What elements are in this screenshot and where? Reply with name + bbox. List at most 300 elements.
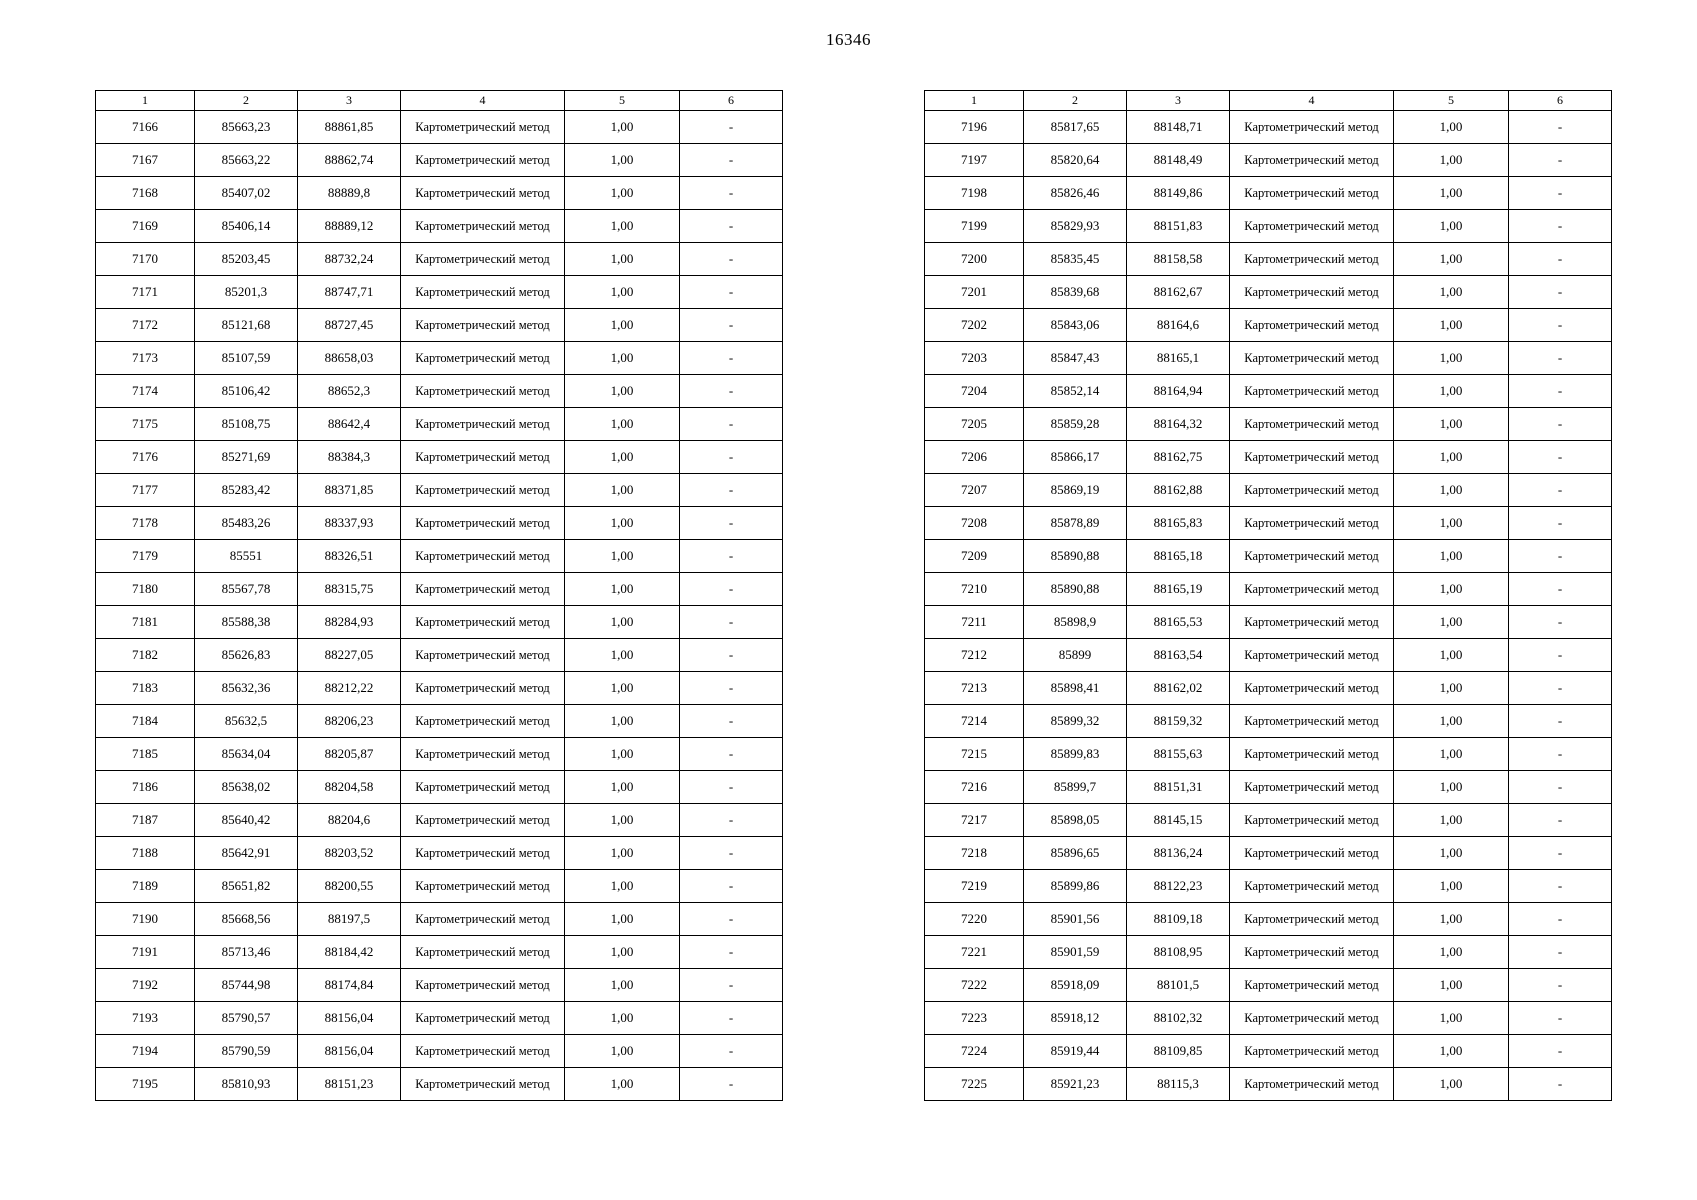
- table-row: [96, 276, 783, 309]
- x-coordinate-cell: 85663,22: [195, 144, 298, 177]
- point-number-cell: 7174: [96, 375, 195, 408]
- y-coordinate-cell: 88227,05: [298, 639, 401, 672]
- table-row: [96, 111, 783, 144]
- point-number-cell: 7204: [925, 375, 1024, 408]
- y-coordinate-cell: 88115,3: [1127, 1068, 1230, 1101]
- x-coordinate-cell: 85632,5: [195, 705, 298, 738]
- table-header-row: [925, 91, 1612, 111]
- point-number-cell: 7220: [925, 903, 1024, 936]
- method-cell: Картометрический метод: [1230, 672, 1394, 705]
- description-cell: -: [1509, 144, 1612, 177]
- y-coordinate-cell: 88108,95: [1127, 936, 1230, 969]
- x-coordinate-cell: 85898,41: [1024, 672, 1127, 705]
- column-header: 6: [1509, 91, 1612, 111]
- table-row: [96, 408, 783, 441]
- point-number-cell: 7188: [96, 837, 195, 870]
- x-coordinate-cell: 85918,12: [1024, 1002, 1127, 1035]
- column-header: 3: [1127, 91, 1230, 111]
- description-cell: -: [680, 771, 783, 804]
- x-coordinate-cell: 85790,59: [195, 1035, 298, 1068]
- x-coordinate-cell: 85898,05: [1024, 804, 1127, 837]
- accuracy-cell: 1,00: [1394, 639, 1509, 672]
- table-row: [925, 837, 1612, 870]
- description-cell: -: [680, 903, 783, 936]
- description-cell: -: [680, 1035, 783, 1068]
- point-number-cell: 7166: [96, 111, 195, 144]
- description-cell: -: [680, 177, 783, 210]
- accuracy-cell: 1,00: [565, 837, 680, 870]
- description-cell: -: [1509, 441, 1612, 474]
- accuracy-cell: 1,00: [565, 243, 680, 276]
- description-cell: -: [1509, 870, 1612, 903]
- x-coordinate-cell: 85121,68: [195, 309, 298, 342]
- y-coordinate-cell: 88862,74: [298, 144, 401, 177]
- accuracy-cell: 1,00: [1394, 177, 1509, 210]
- y-coordinate-cell: 88652,3: [298, 375, 401, 408]
- x-coordinate-cell: 85642,91: [195, 837, 298, 870]
- table-row: [925, 243, 1612, 276]
- table-row: [96, 837, 783, 870]
- point-number-cell: 7216: [925, 771, 1024, 804]
- y-coordinate-cell: 88200,55: [298, 870, 401, 903]
- point-number-cell: 7179: [96, 540, 195, 573]
- method-cell: Картометрический метод: [1230, 870, 1394, 903]
- y-coordinate-cell: 88162,67: [1127, 276, 1230, 309]
- table-row: [925, 903, 1612, 936]
- description-cell: -: [1509, 1002, 1612, 1035]
- table-row: [925, 507, 1612, 540]
- description-cell: -: [680, 408, 783, 441]
- accuracy-cell: 1,00: [565, 672, 680, 705]
- x-coordinate-cell: 85283,42: [195, 474, 298, 507]
- point-number-cell: 7171: [96, 276, 195, 309]
- y-coordinate-cell: 88156,04: [298, 1035, 401, 1068]
- accuracy-cell: 1,00: [1394, 837, 1509, 870]
- accuracy-cell: 1,00: [565, 936, 680, 969]
- table-row: [925, 441, 1612, 474]
- method-cell: Картометрический метод: [1230, 705, 1394, 738]
- point-number-cell: 7191: [96, 936, 195, 969]
- point-number-cell: 7192: [96, 969, 195, 1002]
- y-coordinate-cell: 88165,18: [1127, 540, 1230, 573]
- table-row: [96, 1002, 783, 1035]
- table-row: [925, 342, 1612, 375]
- page-number: 16346: [826, 30, 871, 49]
- x-coordinate-cell: 85899,83: [1024, 738, 1127, 771]
- point-number-cell: 7173: [96, 342, 195, 375]
- table-row: [925, 111, 1612, 144]
- method-cell: Картометрический метод: [401, 771, 565, 804]
- description-cell: -: [680, 243, 783, 276]
- table-row: [96, 243, 783, 276]
- table-row: [96, 342, 783, 375]
- point-number-cell: 7205: [925, 408, 1024, 441]
- accuracy-cell: 1,00: [1394, 1035, 1509, 1068]
- method-cell: Картометрический метод: [401, 804, 565, 837]
- method-cell: Картометрический метод: [401, 243, 565, 276]
- accuracy-cell: 1,00: [565, 441, 680, 474]
- table-row: [925, 540, 1612, 573]
- accuracy-cell: 1,00: [565, 1068, 680, 1101]
- x-coordinate-cell: 85826,46: [1024, 177, 1127, 210]
- y-coordinate-cell: 88727,45: [298, 309, 401, 342]
- accuracy-cell: 1,00: [565, 540, 680, 573]
- x-coordinate-cell: 85852,14: [1024, 375, 1127, 408]
- accuracy-cell: 1,00: [1394, 144, 1509, 177]
- description-cell: -: [1509, 903, 1612, 936]
- y-coordinate-cell: 88212,22: [298, 672, 401, 705]
- point-number-cell: 7200: [925, 243, 1024, 276]
- description-cell: -: [1509, 309, 1612, 342]
- accuracy-cell: 1,00: [565, 507, 680, 540]
- description-cell: -: [680, 606, 783, 639]
- point-number-cell: 7181: [96, 606, 195, 639]
- y-coordinate-cell: 88151,31: [1127, 771, 1230, 804]
- point-number-cell: 7197: [925, 144, 1024, 177]
- x-coordinate-cell: 85919,44: [1024, 1035, 1127, 1068]
- method-cell: Картометрический метод: [1230, 1068, 1394, 1101]
- method-cell: Картометрический метод: [1230, 837, 1394, 870]
- y-coordinate-cell: 88732,24: [298, 243, 401, 276]
- x-coordinate-cell: 85901,56: [1024, 903, 1127, 936]
- table-row: [96, 738, 783, 771]
- table-row: [96, 672, 783, 705]
- method-cell: Картометрический метод: [401, 276, 565, 309]
- accuracy-cell: 1,00: [1394, 969, 1509, 1002]
- accuracy-cell: 1,00: [1394, 606, 1509, 639]
- x-coordinate-cell: 85847,43: [1024, 342, 1127, 375]
- accuracy-cell: 1,00: [565, 705, 680, 738]
- method-cell: Картометрический метод: [1230, 606, 1394, 639]
- table-row: [925, 936, 1612, 969]
- point-number-cell: 7207: [925, 474, 1024, 507]
- y-coordinate-cell: 88384,3: [298, 441, 401, 474]
- x-coordinate-cell: 85567,78: [195, 573, 298, 606]
- method-cell: Картометрический метод: [1230, 309, 1394, 342]
- table-row: [96, 1035, 783, 1068]
- x-coordinate-cell: 85890,88: [1024, 573, 1127, 606]
- description-cell: -: [680, 1068, 783, 1101]
- method-cell: Картометрический метод: [401, 540, 565, 573]
- description-cell: -: [1509, 243, 1612, 276]
- point-number-cell: 7219: [925, 870, 1024, 903]
- method-cell: Картометрический метод: [1230, 1002, 1394, 1035]
- point-number-cell: 7168: [96, 177, 195, 210]
- y-coordinate-cell: 88122,23: [1127, 870, 1230, 903]
- accuracy-cell: 1,00: [1394, 1068, 1509, 1101]
- x-coordinate-cell: 85626,83: [195, 639, 298, 672]
- method-cell: Картометрический метод: [1230, 276, 1394, 309]
- table-row: [96, 507, 783, 540]
- point-number-cell: 7182: [96, 639, 195, 672]
- method-cell: Картометрический метод: [1230, 507, 1394, 540]
- method-cell: Картометрический метод: [401, 903, 565, 936]
- description-cell: -: [680, 837, 783, 870]
- description-cell: -: [680, 672, 783, 705]
- method-cell: Картометрический метод: [401, 309, 565, 342]
- description-cell: -: [1509, 507, 1612, 540]
- method-cell: Картометрический метод: [1230, 441, 1394, 474]
- point-number-cell: 7212: [925, 639, 1024, 672]
- method-cell: Картометрический метод: [1230, 375, 1394, 408]
- y-coordinate-cell: 88184,42: [298, 936, 401, 969]
- table-row: [96, 441, 783, 474]
- description-cell: -: [680, 375, 783, 408]
- accuracy-cell: 1,00: [1394, 540, 1509, 573]
- description-cell: -: [1509, 540, 1612, 573]
- y-coordinate-cell: 88205,87: [298, 738, 401, 771]
- method-cell: Картометрический метод: [401, 837, 565, 870]
- point-number-cell: 7180: [96, 573, 195, 606]
- accuracy-cell: 1,00: [565, 177, 680, 210]
- table-row: [96, 870, 783, 903]
- method-cell: Картометрический метод: [401, 474, 565, 507]
- y-coordinate-cell: 88337,93: [298, 507, 401, 540]
- description-cell: -: [1509, 1068, 1612, 1101]
- x-coordinate-cell: 85899,86: [1024, 870, 1127, 903]
- description-cell: -: [1509, 672, 1612, 705]
- y-coordinate-cell: 88145,15: [1127, 804, 1230, 837]
- accuracy-cell: 1,00: [565, 771, 680, 804]
- description-cell: -: [1509, 111, 1612, 144]
- x-coordinate-cell: 85835,45: [1024, 243, 1127, 276]
- description-cell: -: [1509, 705, 1612, 738]
- x-coordinate-cell: 85203,45: [195, 243, 298, 276]
- accuracy-cell: 1,00: [1394, 804, 1509, 837]
- column-header: 5: [1394, 91, 1509, 111]
- y-coordinate-cell: 88162,88: [1127, 474, 1230, 507]
- method-cell: Картометрический метод: [401, 969, 565, 1002]
- description-cell: -: [680, 507, 783, 540]
- description-cell: -: [1509, 375, 1612, 408]
- x-coordinate-cell: 85890,88: [1024, 540, 1127, 573]
- x-coordinate-cell: 85651,82: [195, 870, 298, 903]
- description-cell: -: [680, 111, 783, 144]
- accuracy-cell: 1,00: [565, 606, 680, 639]
- description-cell: -: [1509, 210, 1612, 243]
- x-coordinate-cell: 85271,69: [195, 441, 298, 474]
- table-row: [925, 705, 1612, 738]
- accuracy-cell: 1,00: [1394, 342, 1509, 375]
- accuracy-cell: 1,00: [1394, 441, 1509, 474]
- description-cell: -: [1509, 276, 1612, 309]
- point-number-cell: 7170: [96, 243, 195, 276]
- y-coordinate-cell: 88165,1: [1127, 342, 1230, 375]
- x-coordinate-cell: 85406,14: [195, 210, 298, 243]
- x-coordinate-cell: 85896,65: [1024, 837, 1127, 870]
- table-row: [96, 177, 783, 210]
- method-cell: Картометрический метод: [401, 1002, 565, 1035]
- method-cell: Картометрический метод: [401, 705, 565, 738]
- point-number-cell: 7183: [96, 672, 195, 705]
- description-cell: -: [680, 870, 783, 903]
- method-cell: Картометрический метод: [401, 507, 565, 540]
- x-coordinate-cell: 85663,23: [195, 111, 298, 144]
- table-row: [925, 210, 1612, 243]
- point-number-cell: 7193: [96, 1002, 195, 1035]
- accuracy-cell: 1,00: [1394, 573, 1509, 606]
- point-number-cell: 7213: [925, 672, 1024, 705]
- point-number-cell: 7215: [925, 738, 1024, 771]
- description-cell: -: [680, 210, 783, 243]
- table-row: [96, 540, 783, 573]
- description-cell: -: [680, 276, 783, 309]
- y-coordinate-cell: 88658,03: [298, 342, 401, 375]
- point-number-cell: 7225: [925, 1068, 1024, 1101]
- point-number-cell: 7195: [96, 1068, 195, 1101]
- method-cell: Картометрический метод: [1230, 639, 1394, 672]
- column-header: 5: [565, 91, 680, 111]
- x-coordinate-cell: 85638,02: [195, 771, 298, 804]
- y-coordinate-cell: 88204,6: [298, 804, 401, 837]
- x-coordinate-cell: 85899: [1024, 639, 1127, 672]
- point-number-cell: 7185: [96, 738, 195, 771]
- description-cell: -: [680, 309, 783, 342]
- y-coordinate-cell: 88165,83: [1127, 507, 1230, 540]
- description-cell: -: [1509, 408, 1612, 441]
- y-coordinate-cell: 88148,49: [1127, 144, 1230, 177]
- y-coordinate-cell: 88162,75: [1127, 441, 1230, 474]
- table-row: [96, 573, 783, 606]
- method-cell: Картометрический метод: [1230, 1035, 1394, 1068]
- x-coordinate-cell: 85551: [195, 540, 298, 573]
- method-cell: Картометрический метод: [1230, 144, 1394, 177]
- column-header: 4: [1230, 91, 1394, 111]
- y-coordinate-cell: 88315,75: [298, 573, 401, 606]
- accuracy-cell: 1,00: [1394, 936, 1509, 969]
- method-cell: Картометрический метод: [401, 639, 565, 672]
- description-cell: -: [1509, 804, 1612, 837]
- table-row: [96, 309, 783, 342]
- table-row: [925, 870, 1612, 903]
- accuracy-cell: 1,00: [1394, 903, 1509, 936]
- x-coordinate-cell: 85817,65: [1024, 111, 1127, 144]
- x-coordinate-cell: 85918,09: [1024, 969, 1127, 1002]
- point-number-cell: 7196: [925, 111, 1024, 144]
- column-header: 2: [1024, 91, 1127, 111]
- method-cell: Картометрический метод: [1230, 177, 1394, 210]
- x-coordinate-cell: 85106,42: [195, 375, 298, 408]
- table-row: [925, 969, 1612, 1002]
- method-cell: Картометрический метод: [401, 111, 565, 144]
- method-cell: Картометрический метод: [401, 177, 565, 210]
- column-header: 1: [96, 91, 195, 111]
- x-coordinate-cell: 85107,59: [195, 342, 298, 375]
- point-number-cell: 7178: [96, 507, 195, 540]
- accuracy-cell: 1,00: [1394, 870, 1509, 903]
- method-cell: Картометрический метод: [401, 606, 565, 639]
- table-row: [925, 771, 1612, 804]
- point-number-cell: 7169: [96, 210, 195, 243]
- accuracy-cell: 1,00: [565, 309, 680, 342]
- y-coordinate-cell: 88889,12: [298, 210, 401, 243]
- description-cell: -: [680, 705, 783, 738]
- table-row: [925, 573, 1612, 606]
- table-row: [925, 177, 1612, 210]
- description-cell: -: [680, 639, 783, 672]
- y-coordinate-cell: 88747,71: [298, 276, 401, 309]
- y-coordinate-cell: 88642,4: [298, 408, 401, 441]
- description-cell: -: [1509, 573, 1612, 606]
- description-cell: -: [680, 573, 783, 606]
- x-coordinate-cell: 85899,7: [1024, 771, 1127, 804]
- y-coordinate-cell: 88162,02: [1127, 672, 1230, 705]
- y-coordinate-cell: 88136,24: [1127, 837, 1230, 870]
- table-row: [96, 903, 783, 936]
- accuracy-cell: 1,00: [1394, 672, 1509, 705]
- column-header: 6: [680, 91, 783, 111]
- description-cell: -: [680, 738, 783, 771]
- y-coordinate-cell: 88206,23: [298, 705, 401, 738]
- point-number-cell: 7202: [925, 309, 1024, 342]
- point-number-cell: 7199: [925, 210, 1024, 243]
- column-header: 4: [401, 91, 565, 111]
- table-row: [925, 1035, 1612, 1068]
- accuracy-cell: 1,00: [565, 144, 680, 177]
- y-coordinate-cell: 88149,86: [1127, 177, 1230, 210]
- y-coordinate-cell: 88101,5: [1127, 969, 1230, 1002]
- description-cell: -: [1509, 771, 1612, 804]
- accuracy-cell: 1,00: [565, 375, 680, 408]
- x-coordinate-cell: 85829,93: [1024, 210, 1127, 243]
- x-coordinate-cell: 85201,3: [195, 276, 298, 309]
- accuracy-cell: 1,00: [565, 1035, 680, 1068]
- point-number-cell: 7208: [925, 507, 1024, 540]
- y-coordinate-cell: 88159,32: [1127, 705, 1230, 738]
- accuracy-cell: 1,00: [565, 210, 680, 243]
- point-number-cell: 7211: [925, 606, 1024, 639]
- y-coordinate-cell: 88203,52: [298, 837, 401, 870]
- point-number-cell: 7194: [96, 1035, 195, 1068]
- point-number-cell: 7221: [925, 936, 1024, 969]
- method-cell: Картометрический метод: [401, 573, 565, 606]
- point-number-cell: 7206: [925, 441, 1024, 474]
- description-cell: -: [680, 441, 783, 474]
- description-cell: -: [1509, 1035, 1612, 1068]
- table-row: [925, 309, 1612, 342]
- accuracy-cell: 1,00: [1394, 276, 1509, 309]
- accuracy-cell: 1,00: [1394, 507, 1509, 540]
- accuracy-cell: 1,00: [565, 342, 680, 375]
- point-number-cell: 7176: [96, 441, 195, 474]
- coordinates-table-left: [95, 90, 783, 1101]
- accuracy-cell: 1,00: [1394, 309, 1509, 342]
- column-header: 3: [298, 91, 401, 111]
- table-row: [925, 804, 1612, 837]
- point-number-cell: 7189: [96, 870, 195, 903]
- point-number-cell: 7218: [925, 837, 1024, 870]
- description-cell: -: [1509, 837, 1612, 870]
- description-cell: -: [680, 1002, 783, 1035]
- x-coordinate-cell: 85820,64: [1024, 144, 1127, 177]
- table-row: [96, 804, 783, 837]
- y-coordinate-cell: 88164,6: [1127, 309, 1230, 342]
- accuracy-cell: 1,00: [565, 639, 680, 672]
- method-cell: Картометрический метод: [1230, 738, 1394, 771]
- y-coordinate-cell: 88165,53: [1127, 606, 1230, 639]
- column-header: 1: [925, 91, 1024, 111]
- accuracy-cell: 1,00: [565, 738, 680, 771]
- x-coordinate-cell: 85866,17: [1024, 441, 1127, 474]
- point-number-cell: 7210: [925, 573, 1024, 606]
- accuracy-cell: 1,00: [1394, 771, 1509, 804]
- method-cell: Картометрический метод: [401, 375, 565, 408]
- x-coordinate-cell: 85843,06: [1024, 309, 1127, 342]
- y-coordinate-cell: 88164,94: [1127, 375, 1230, 408]
- x-coordinate-cell: 85640,42: [195, 804, 298, 837]
- column-header: 2: [195, 91, 298, 111]
- method-cell: Картометрический метод: [1230, 771, 1394, 804]
